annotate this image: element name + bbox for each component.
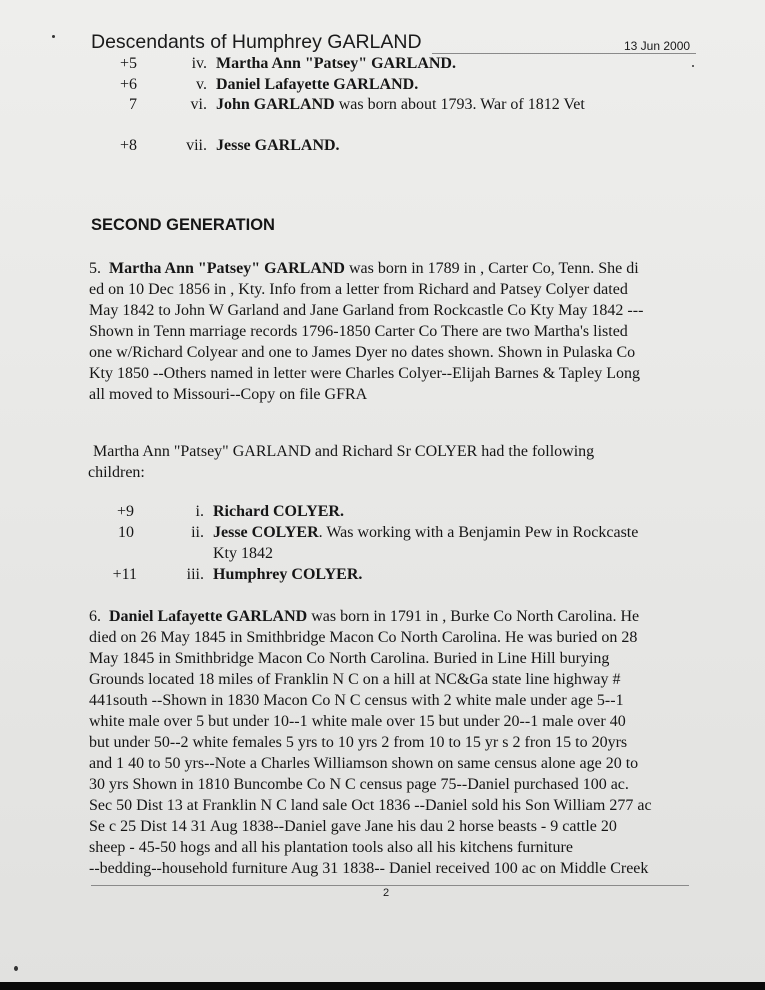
child-name: Humphrey COLYER. <box>213 566 363 583</box>
scan-border <box>0 982 765 990</box>
person-number: 6. <box>89 608 101 625</box>
child-detail-continued: Kty 1842 <box>213 545 273 562</box>
footer-rule <box>91 885 689 886</box>
bio-line: white male over 5 but under 10--1 white male over 15 but under 20--1 male over 40 <box>89 713 626 730</box>
child-roman: iii. <box>186 566 204 583</box>
bio-line: all moved to Missouri--Copy on file GFRA <box>89 386 368 403</box>
document-title: Descendants of Humphrey GARLAND <box>91 31 422 53</box>
child-number: +6 <box>119 76 137 93</box>
child-roman: ii. <box>191 524 204 541</box>
child-name: Jesse COLYER <box>213 524 319 541</box>
children-intro <box>88 441 698 483</box>
child-roman: vi. <box>190 96 207 113</box>
child-number: +9 <box>116 503 134 520</box>
scan-speck <box>52 35 55 38</box>
bio-line: 30 yrs Shown in 1810 Buncombe Co N C census page 75--Daniel purchased 100 ac. <box>89 776 629 793</box>
children-intro-line: children: <box>88 464 145 481</box>
child-roman: v. <box>196 76 207 93</box>
person-name: Martha Ann "Patsey" GARLAND <box>109 260 345 277</box>
child-roman: iv. <box>191 55 207 72</box>
bio-line: --bedding--household furniture Aug 31 1838-- Daniel received 100 ac on Middle Creek <box>89 860 649 877</box>
bio-line: Sec 50 Dist 13 at Franklin N C land sale Oct 1836 --Daniel sold his Son William 277 ac <box>89 797 652 814</box>
children-intro-line: Martha Ann "Patsey" GARLAND and Richard Sr COLYER had the following <box>93 443 595 460</box>
bio-line: one w/Richard Colyear and one to James Dyer no dates shown. Shown in Pulaska Co <box>89 344 636 361</box>
bio-line: Kty 1850 --Others named in letter were Charles Colyer--Elijah Barnes & Tapley Long <box>89 365 640 382</box>
child-number: 10 <box>118 524 134 541</box>
daniel-biography <box>89 606 694 879</box>
child-name: Daniel Lafayette GARLAND. <box>216 76 419 93</box>
person-number: 5. <box>89 260 101 277</box>
scan-speck <box>14 966 18 971</box>
bio-line: May 1842 to John W Garland and Jane Garland from Rockcastle Co Kty May 1842 --- <box>89 302 644 319</box>
bio-line: died on 26 May 1845 in Smithbridge Macon Co North Carolina. He was buried on 28 <box>89 629 638 646</box>
bio-line: May 1845 in Smithbridge Macon Co North Carolina. Buried in Line Hill burying <box>89 650 610 667</box>
child-detail: was born about 1793. War of 1812 Vet <box>334 96 585 113</box>
person-name: Daniel Lafayette GARLAND <box>109 608 308 625</box>
bio-line: and 1 40 to 50 yrs--Note a Charles Williamson shown on same census alone age 20 to <box>89 755 639 772</box>
bio-line: Shown in Tenn marriage records 1796-1850 Carter Co There are two Martha's listed <box>89 323 628 340</box>
bio-line: Se c 25 Dist 14 31 Aug 1838--Daniel gave Jane his dau 2 horse beasts - 9 cattle 20 <box>89 818 617 835</box>
child-roman: vii. <box>186 137 207 154</box>
child-detail: . Was working with a Benjamin Pew in Rockcaste <box>318 524 639 541</box>
martha-biography <box>89 258 694 405</box>
section-heading: SECOND GENERATION <box>91 216 275 234</box>
bio-line: but under 50--2 white females 5 yrs to 10 yrs 2 from 10 to 15 yr s 2 fron 15 to 20yrs <box>89 734 628 751</box>
child-name: Jesse GARLAND. <box>216 137 340 154</box>
page-number: 2 <box>383 887 390 899</box>
child-name: Richard COLYER. <box>213 503 344 520</box>
child-number: 7 <box>129 96 137 113</box>
bio-line: Grounds located 18 miles of Franklin N C on a hill at NC&Ga state line highway # <box>89 671 621 688</box>
bio-line: was born in 1789 in , Carter Co, Tenn. She di <box>344 260 639 277</box>
child-name: Martha Ann "Patsey" GARLAND. <box>216 55 456 72</box>
bio-line: was born in 1791 in , Burke Co North Carolina. He <box>307 608 640 625</box>
header-rule <box>432 53 696 54</box>
scan-speck <box>692 65 694 67</box>
child-roman: i. <box>195 503 204 520</box>
bio-line: sheep - 45-50 hogs and all his plantation tools also all his kitchens furniture <box>89 839 573 856</box>
child-number: +5 <box>119 55 137 72</box>
child-number: +8 <box>119 137 137 154</box>
bio-line: ed on 10 Dec 1856 in , Kty. Info from a letter from Richard and Patsey Colyer dated <box>89 281 628 298</box>
bio-line: 441south --Shown in 1830 Macon Co N C census with 2 white male under age 5--1 <box>89 692 624 709</box>
child-name: John GARLAND <box>216 96 335 113</box>
document-date: 13 Jun 2000 <box>624 39 691 53</box>
child-number: +11 <box>112 566 137 583</box>
